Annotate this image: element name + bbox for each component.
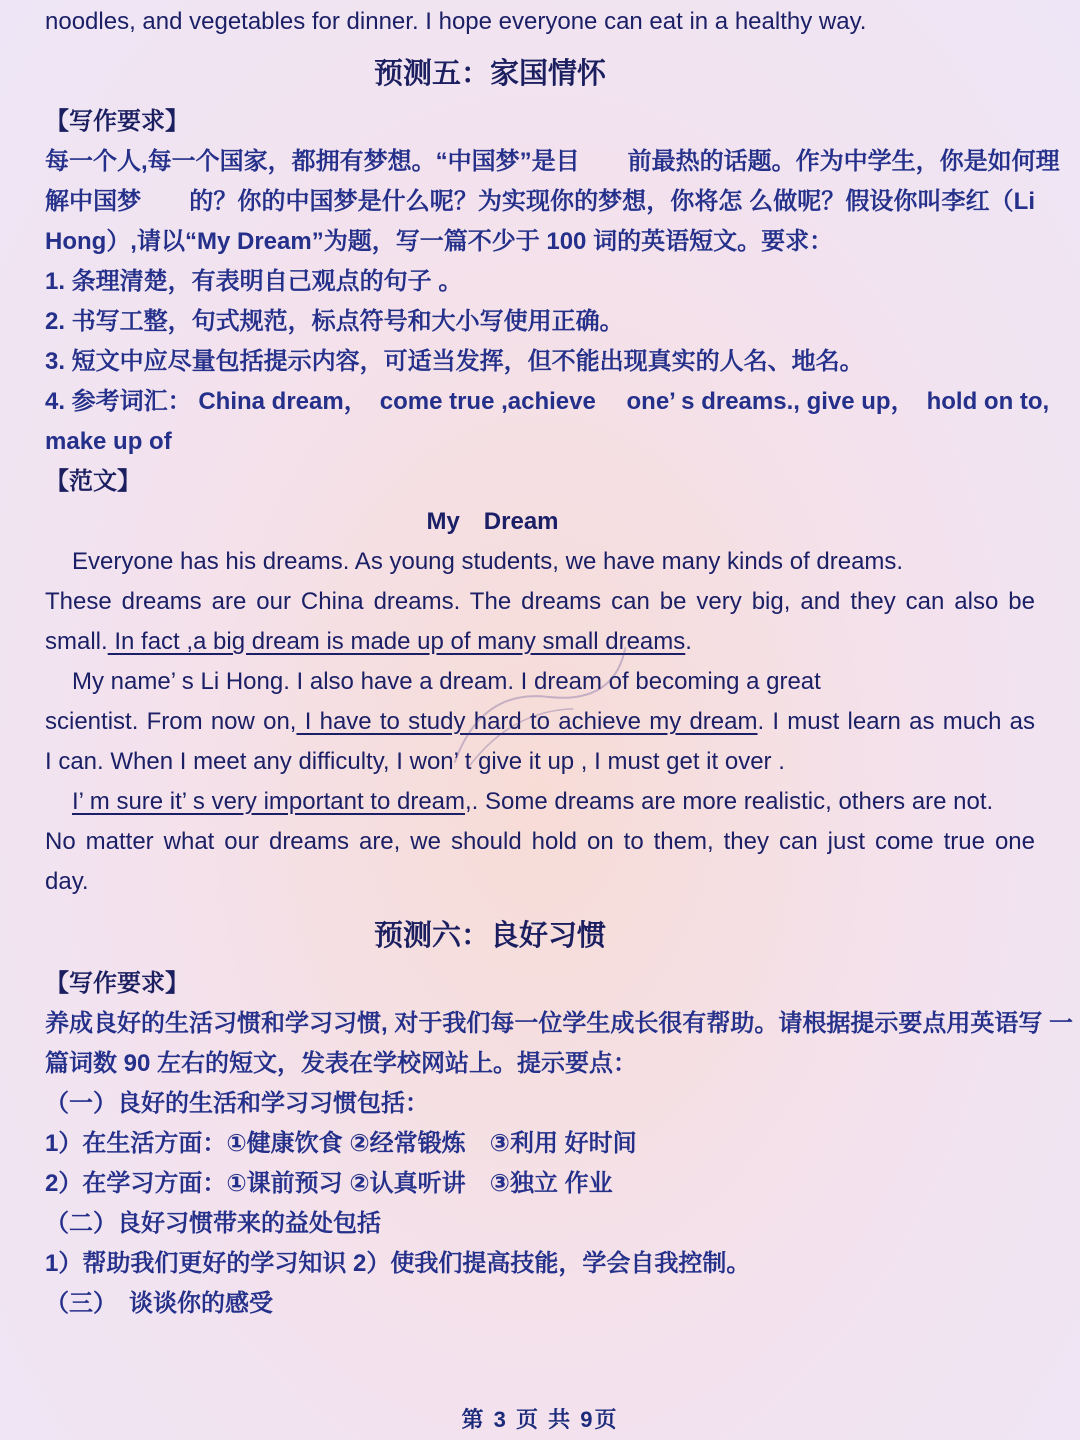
point-item: 1）帮助我们更好的学习知识 2）使我们提高技能，学会自我控制。: [45, 1250, 751, 1277]
prompt-line: 篇词数 90 左右的短文，发表在学校网站上。提示要点：: [45, 1050, 638, 1077]
requirement-label: 【写作要求】: [45, 108, 189, 135]
essay-text: small.: [45, 628, 108, 655]
point-heading: （二）良好习惯带来的益处包括: [45, 1210, 381, 1237]
point-heading: （一）良好的生活和学习习惯包括：: [45, 1090, 429, 1117]
underlined-sentence: I have to study hard to achieve my dream: [296, 708, 758, 735]
requirement-item: 4. 参考词汇： China dream， come true ,achieve one’ s dreams., give up， hold on to,: [45, 388, 1050, 415]
essay-line: [45, 622, 1035, 662]
essay-text: ,. Some dreams are more realistic, others are not.: [465, 788, 994, 815]
sample-essay-label: 【范文】: [45, 468, 141, 495]
essay-line: [45, 702, 1035, 742]
page-footer: 第 3 页 共 9页: [461, 1407, 619, 1432]
prompt-line: Hong）,请以“My Dream”为题，写一篇不少于 100 词的英语短文。要求：: [45, 228, 834, 255]
essay-line: Everyone has his dreams. As young students, we have many kinds of dreams.: [72, 548, 904, 575]
requirement-item: make up of: [45, 428, 172, 455]
requirement-label: 【写作要求】: [45, 970, 189, 997]
point-item: 1）在生活方面：①健康饮食 ②经常锻炼 ③利用 好时间: [45, 1130, 637, 1157]
point-heading: （三） 谈谈你的感受: [45, 1290, 273, 1317]
section-heading-6: 预测六：良好习惯: [373, 920, 606, 952]
essay-line: My name’ s Li Hong. I also have a dream. I dream of becoming a great: [72, 668, 821, 695]
point-item: 2）在学习方面：①课前预习 ②认真听讲 ③独立 作业: [45, 1170, 613, 1197]
essay-title: My Dream: [426, 508, 559, 535]
prompt-line: 养成良好的生活习惯和学习习惯, 对于我们每一位学生成长很有帮助。请根据提示要点用英语写 一: [45, 1010, 1074, 1037]
underlined-sentence: I’ m sure it’ s very important to dream: [72, 788, 465, 815]
underlined-sentence: In fact ,a big dream is made up of many small dreams: [107, 628, 686, 655]
essay-line: [72, 782, 1035, 822]
prompt-line: 解中国梦 的？你的中国梦是什么呢？为实现你的梦想，你将怎 么做呢？假设你叫李红（Li: [45, 188, 1035, 215]
section-heading-5: 预测五：家国情怀: [373, 58, 606, 90]
essay-line: I can. When I meet any difficulty, I won’ t give it up , I must get it over .: [45, 748, 785, 775]
essay-text: .: [685, 628, 692, 655]
essay-line: No matter what our dreams are, we should hold on to them, they can just come true one: [45, 828, 1035, 855]
essay-text: . I must learn as much as: [757, 708, 1035, 735]
text-line: noodles, and vegetables for dinner. I hope everyone can eat in a healthy way.: [45, 8, 867, 35]
requirement-item: 3. 短文中应尽量包括提示内容，可适当发挥，但不能出现真实的人名、地名。: [45, 348, 864, 375]
essay-line: day.: [45, 868, 89, 895]
essay-line: These dreams are our China dreams. The dreams can be very big, and they can also be: [45, 588, 1035, 615]
requirement-item: 1. 条理清楚，有表明自己观点的句子 。: [45, 268, 463, 295]
essay-text: scientist. From now on,: [45, 708, 297, 735]
requirement-item: 2. 书写工整，句式规范，标点符号和大小写使用正确。: [45, 308, 624, 335]
prompt-line: 每一个人,每一个国家，都拥有梦想。“中国梦”是目 前最热的话题。作为中学生，你是如何理: [45, 148, 1060, 175]
